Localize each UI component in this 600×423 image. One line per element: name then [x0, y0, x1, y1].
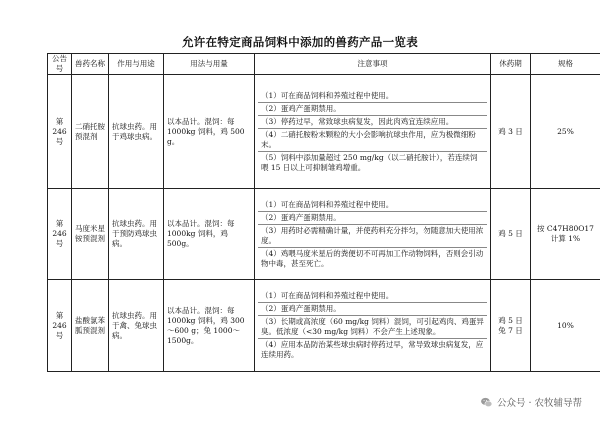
wechat-icon — [480, 396, 493, 409]
cell-notes — [255, 280, 491, 372]
cell-dosage: 以本品计。混饲：每 1000kg 饲料，鸡 500 g。 — [164, 75, 255, 189]
header-dosage: 用法与用量 — [164, 54, 255, 75]
table-row — [48, 280, 600, 372]
header-number: 公告号 — [48, 54, 72, 75]
header-name: 兽药名称 — [72, 54, 109, 75]
cell-name: 马度米星铵预混剂 — [72, 189, 109, 280]
watermark-text: 公众号 · 农牧辅导帮 — [496, 398, 582, 409]
cell-name: 二硝托胺预混剂 — [72, 75, 109, 189]
cell-dosage: 以本品计。混饲：每 1000kg 饲料，鸡 300～600 g；兔 1000～1500g。 — [164, 280, 255, 372]
cell-notes — [255, 75, 491, 189]
page-title: 允许在特定商品饲料中添加的兽药产品一览表 — [182, 35, 418, 49]
watermark — [480, 395, 582, 409]
cell-number: 第 246 号 — [48, 280, 72, 372]
cell-dosage: 以本品计。混饲：每 1000kg 饲料，鸡 500g。 — [164, 189, 255, 280]
cell-name: 盐酸氯苯胍预混剂 — [72, 280, 109, 372]
cell-withdrawal: 鸡 3 日 — [491, 75, 531, 189]
note-item: （1）可在商品饲料和养殖过程中使用。 — [258, 290, 487, 303]
note-item: （3）用药时必需精确计量，并使药料充分拌匀，勿随意加大使用浓度。 — [258, 225, 487, 248]
cell-withdrawal: 鸡 5 日 兔 7 日 — [491, 280, 531, 372]
cell-withdrawal: 鸡 5 日 — [491, 189, 531, 280]
note-item: （2）蛋鸡产蛋期禁用。 — [258, 212, 487, 225]
note-item: （2）蛋鸡产蛋期禁用。 — [258, 303, 487, 316]
drug-table — [47, 53, 600, 372]
cell-notes — [255, 189, 491, 280]
cell-use: 抗球虫药。用于鸡球虫病。 — [109, 75, 164, 189]
cell-number: 第 246 号 — [48, 189, 72, 280]
cell-spec: 25% — [531, 75, 600, 189]
note-item: （5）饲料中添加量超过 250 mg/kg（以二硝托胺计），若连续饲喂 15 日以上可抑制雏鸡增重。 — [261, 152, 478, 172]
note-item: （1）可在商品饲料和养殖过程中使用。 — [258, 199, 487, 212]
cell-number: 第 246 号 — [48, 75, 72, 189]
cell-use: 抗球虫药。用于预防鸡球虫病。 — [109, 189, 164, 280]
header-notes: 注意事项 — [255, 54, 491, 75]
table-row — [48, 189, 600, 280]
note-item: （1）可在商品饲料和养殖过程中使用。 — [258, 90, 487, 103]
note-item: （4）二硝托胺粉末颗粒的大小会影响抗球虫作用，应为极微细粉末。 — [258, 129, 487, 152]
header-spec: 规格 — [531, 54, 600, 75]
note-item: （3）长期或高浓度（60 mg/kg 饲料）混饲，可引起鸡肉、鸡蛋异臭。低浓度（<30 mg/kg 饲料）不会产生上述现象。 — [258, 316, 487, 339]
header-row — [48, 54, 600, 75]
note-item: （3）停药过早，常致球虫病复发，因此肉鸡宜连续应用。 — [258, 116, 487, 129]
header-use: 作用与用途 — [109, 54, 164, 75]
note-item: （4）鸡喂马度米星后的粪便切不可再加工作动物饲料，否则会引动物中毒，甚至死亡。 — [261, 248, 484, 268]
cell-use: 抗球虫药。用于禽、兔球虫病。 — [109, 280, 164, 372]
table-row — [48, 75, 600, 189]
cell-spec: 按 C47H80O17 计算 1% — [531, 189, 600, 280]
cell-spec: 10% — [531, 280, 600, 372]
note-item: （2）蛋鸡产蛋期禁用。 — [258, 103, 487, 116]
note-item: （4）应用本品防治某些球虫病时停药过早，常导致球虫病复发，应连续用药。 — [261, 340, 484, 359]
header-withdrawal: 休药期 — [491, 54, 531, 75]
